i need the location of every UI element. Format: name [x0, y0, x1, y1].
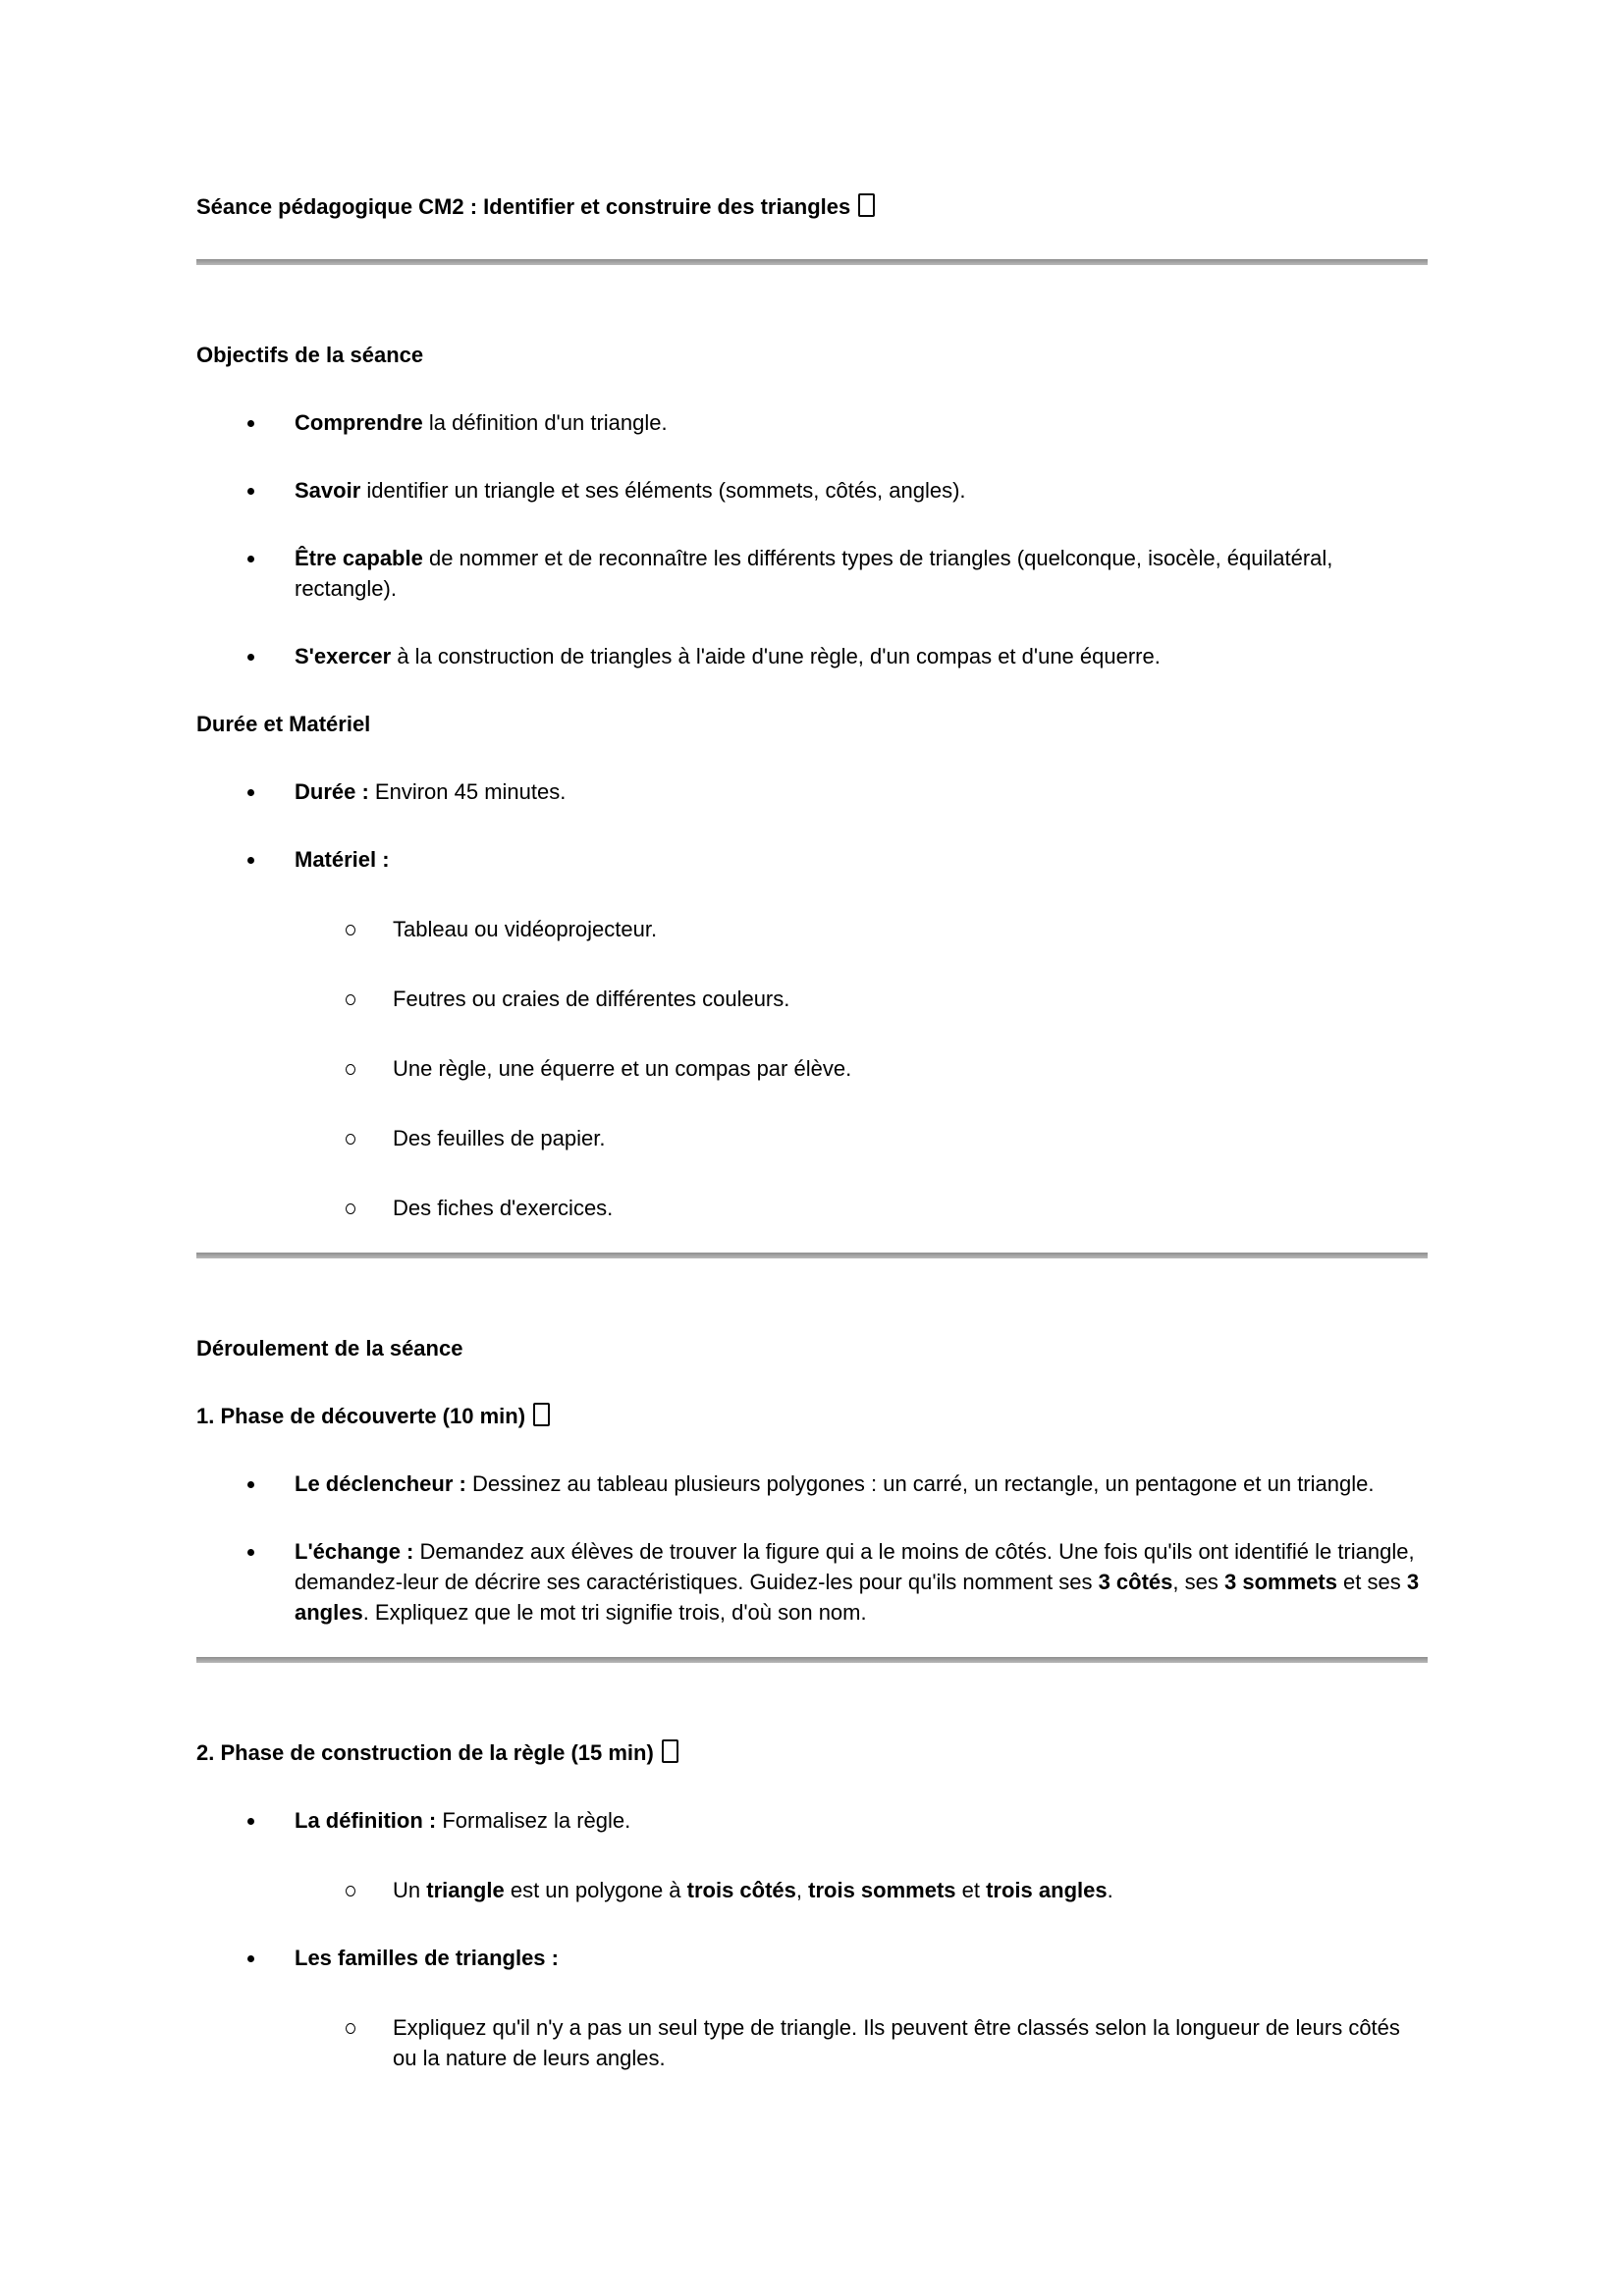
- bullet-icon: [247, 857, 254, 864]
- sub-list-item: [196, 914, 1428, 944]
- text-run: Environ 45 minutes.: [368, 779, 567, 804]
- list-item: [196, 543, 1428, 604]
- circle-bullet-icon: [346, 925, 355, 935]
- bullet-icon: [247, 420, 254, 427]
- page-title: [196, 191, 1428, 222]
- bullet-icon: [247, 556, 254, 562]
- sub-list-item-text: Des fiches d'exercices.: [393, 1196, 614, 1220]
- bullet-icon: [247, 1955, 254, 1962]
- list-item-text: [295, 543, 1428, 604]
- text-run: trois angles: [986, 1878, 1108, 1902]
- text-run: S'exercer: [295, 644, 392, 668]
- phase1-heading: [196, 1401, 1428, 1431]
- text-run: de nommer et de reconnaître les différents types de triangles (quelconque, isocèle, équilatéral, rectangle).: [295, 546, 1333, 601]
- list-item-text: [295, 1536, 1428, 1628]
- sub-list-item-text: Feutres ou craies de différentes couleurs.: [393, 987, 790, 1011]
- text-run: La définition :: [295, 1808, 437, 1833]
- horizontal-rule: [196, 1657, 1428, 1663]
- list-item: [196, 1468, 1428, 1499]
- section-heading-duree-materiel: Durée et Matériel: [196, 712, 371, 736]
- sub-list-item-text: Des feuilles de papier.: [393, 1126, 606, 1150]
- circle-bullet-icon: [346, 1886, 355, 1896]
- text-run: trois côtés: [686, 1878, 796, 1902]
- list-item-text: [295, 475, 1428, 506]
- missing-glyph-box: [662, 1739, 678, 1763]
- text-run: Le déclencheur :: [295, 1471, 466, 1496]
- list-item: [196, 1536, 1428, 1628]
- text-run: et: [955, 1878, 987, 1902]
- text-run: trois sommets: [808, 1878, 956, 1902]
- list-item: [196, 475, 1428, 506]
- sub-list-item: [196, 1193, 1428, 1223]
- list-item-text: [295, 844, 1428, 875]
- sub-list-item: [196, 2012, 1428, 2073]
- list-item: [196, 776, 1428, 807]
- text-run: Comprendre: [295, 410, 423, 435]
- text-run: à la construction de triangles à l'aide d'une règle, d'un compas et d'une équerre.: [391, 644, 1161, 668]
- list-item-text: [295, 641, 1428, 671]
- list-item-text: [295, 1943, 1428, 1973]
- bullet-icon: [247, 1481, 254, 1488]
- circle-bullet-icon: [346, 994, 355, 1005]
- text-run: Demandez aux élèves de trouver la figure qui a le moins de côtés. Une fois qu'ils ont identifié le triangle, demandez-leur de décrire ses caractéristiques. Guidez-les pour qu'ils nomment ses: [295, 1539, 1415, 1594]
- sub-list-item-text: [393, 1875, 1428, 1905]
- list-item-text: [295, 407, 1428, 438]
- text-run: Les familles de triangles :: [295, 1946, 559, 1970]
- sub-list-item-text: [393, 2012, 1428, 2073]
- phase1-heading-text: 1. Phase de découverte (10 min): [196, 1404, 526, 1428]
- text-run: L'échange :: [295, 1539, 414, 1564]
- text-run: Un: [393, 1878, 427, 1902]
- text-run: 3 angles: [295, 1570, 1420, 1625]
- circle-bullet-icon: [346, 1064, 355, 1075]
- list-item: [196, 1943, 1428, 1973]
- text-run: triangle: [426, 1878, 505, 1902]
- circle-bullet-icon: [346, 1134, 355, 1145]
- sub-list-item-text: Une règle, une équerre et un compas par élève.: [393, 1056, 852, 1081]
- text-run: et ses: [1336, 1570, 1407, 1594]
- text-run: Durée :: [295, 779, 369, 804]
- list-item: [196, 407, 1428, 438]
- sub-list-item: [196, 984, 1428, 1014]
- text-run: .: [1107, 1878, 1113, 1902]
- phase2-heading: [196, 1737, 1428, 1768]
- text-run: , ses: [1172, 1570, 1224, 1594]
- list-item-text: [295, 1805, 1428, 1836]
- bullet-icon: [247, 789, 254, 796]
- circle-bullet-icon: [346, 2023, 355, 2034]
- bullet-icon: [247, 488, 254, 495]
- text-run: 3 sommets: [1223, 1570, 1337, 1594]
- bullet-icon: [247, 654, 254, 661]
- text-run: la définition d'un triangle.: [422, 410, 668, 435]
- circle-bullet-icon: [346, 1203, 355, 1214]
- phase2-heading-text: 2. Phase de construction de la règle (15 min): [196, 1740, 654, 1765]
- list-item-text: [295, 776, 1428, 807]
- sub-list-item-text: Tableau ou vidéoprojecteur.: [393, 917, 658, 941]
- page-title-text: Séance pédagogique CM2 : Identifier et construire des triangles: [196, 194, 851, 219]
- text-run: . Expliquez que le mot tri signifie trois, d'où son nom.: [362, 1600, 867, 1625]
- text-run: 3 côtés: [1098, 1570, 1173, 1594]
- missing-glyph-box: [533, 1403, 550, 1426]
- text-run: Expliquez qu'il n'y a pas un seul type de triangle. Ils peuvent être classés selon la longueur de leurs côtés ou la nature de leurs angles.: [393, 2015, 1400, 2070]
- bullet-icon: [247, 1549, 254, 1556]
- missing-glyph-box: [858, 193, 875, 217]
- text-run: est un polygone à: [504, 1878, 687, 1902]
- sub-list-item: [196, 1053, 1428, 1084]
- section-heading-deroulement: Déroulement de la séance: [196, 1336, 463, 1361]
- text-run: ,: [795, 1878, 809, 1902]
- list-item: [196, 1805, 1428, 1836]
- list-item-text: [295, 1468, 1428, 1499]
- text-run: Dessinez au tableau plusieurs polygones : un carré, un rectangle, un pentagone et un triangle.: [465, 1471, 1375, 1496]
- bullet-icon: [247, 1818, 254, 1825]
- text-run: Savoir: [295, 478, 361, 503]
- sub-list-item: [196, 1123, 1428, 1153]
- text-run: Formalisez la règle.: [436, 1808, 631, 1833]
- text-run: Être capable: [295, 546, 423, 570]
- list-item: [196, 844, 1428, 875]
- horizontal-rule: [196, 259, 1428, 265]
- text-run: identifier un triangle et ses éléments (sommets, côtés, angles).: [360, 478, 966, 503]
- section-heading-objectifs: Objectifs de la séance: [196, 343, 424, 367]
- list-item: [196, 641, 1428, 671]
- horizontal-rule: [196, 1253, 1428, 1258]
- sub-list-item: [196, 1875, 1428, 1905]
- text-run: Matériel :: [295, 847, 390, 872]
